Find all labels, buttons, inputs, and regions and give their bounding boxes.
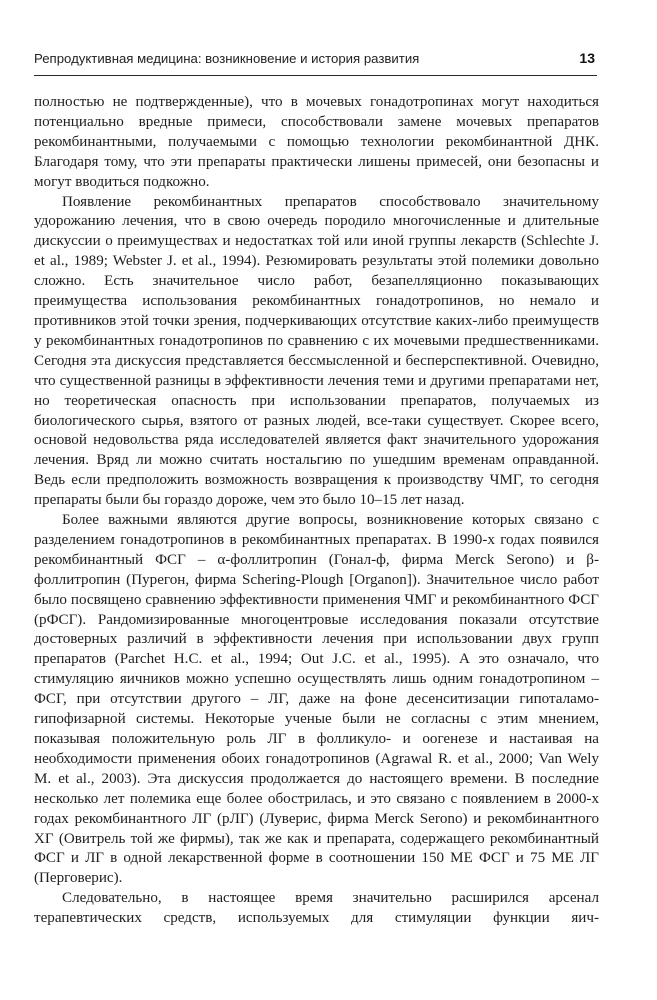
paragraph-3: Более важными являются другие вопросы, возникновение которых связано с разделением гонадотропинов в рекомбинантных препаратах. В 1990-х годах появился рекомбинантный ФСГ – α-фоллитропин (Гонал-ф, фирма Merck Serono) и β-фоллитропин (Пурегон, фирма Schering-Plough [Organon]). Значительное число работ было посвящено сравнению эффективности применения ЧМГ и рекомбинантного ФСГ (рФСГ). Рандомизированные многоцентровые исследования показали отсутствие достоверных различий в эффективности лечения при использовании двух групп препаратов (Parchet H.C. et al., 1994; Out J.C. et al., 1995). А это означало, что стимуляцию яичников можно успешно осуществлять лишь одним гонадотропином – ФСГ, при отсутствии другого – ЛГ, даже на фоне десенситизации гипоталамо-гипофизарной системы. Некоторые ученые были не согласны с этим мнением, показывая положительную роль ЛГ в фолликуло- и оогенезе и настаивая на необходимости применения обоих гонадотропинов (Agrawal R. et al., 2000; Van Wely M. et al., 2003). Эта дискуссия продолжается до настоящего времени. В последние несколько лет полемика еще более обострилась, и это связано с появлением в 2000-х годах рекомбинантного ЛГ (рЛГ) (Луверис, фирма Merck Serono) и рекомбинантного ХГ (Овитрель той же фирмы), так же как и препарата, содержащего рекомбинантный ФСГ и ЛГ в одной лекарственной форме в соотношении 150 МЕ ФСГ и 75 МЕ ЛГ (Перговерис). bbox=[34, 512, 599, 887]
page-number: 13 bbox=[579, 50, 595, 66]
paragraph-1: полностью не подтвержденные), что в мочевых гонадотропинах могут находиться потенциально вредные примеси, способствовали замене мочевых препаратов рекомбинантными, получаемыми с помощью технологии рекомбинантной ДНК. Благодаря тому, что эти препараты практически лишены примесей, они безопасны и могут вводиться подкожно. bbox=[34, 94, 599, 190]
paragraph-2: Появление рекомбинантных препаратов способствовало значительному удорожанию лечения, что в свою очередь породило многочисленные и длительные дискуссии о преимуществах и недостатках той или иной группы лекарств (Schlechte J. et al., 1989; Webster J. et al., 1994). Резюмировать результаты этой полемики довольно сложно. Есть значительное число работ, безапелляционно показывающих преимущества использования рекомбинантных гонадотропинов, но немало и противников этой точки зрения, подчеркивающих отсутствие каких-либо преимуществ у рекомбинантных гонадотропинов по сравнению с их мочевыми предшественниками. Сегодня эта дискуссия представляется бессмысленной и бесперспективной. Очевидно, что существенной разницы в эффективности лечения теми и другими препаратами нет, но теоретическая опасность при использовании препаратов, получаемых из биологического сырья, взятого от разных людей, все-таки существует. Скорее всего, основой недовольства ряда исследователей является факт значительного удорожания лечения. Вряд ли можно считать ностальгию по ушедшим временам оправданной. Ведь если предположить возможность возвращения к производству ЧМГ, то сегодня препараты были бы гораздо дороже, чем это было 10–15 лет назад. bbox=[34, 193, 599, 509]
main-text bbox=[34, 93, 599, 929]
running-title: Репродуктивная медицина: возникновение и история развития bbox=[34, 51, 420, 66]
paragraph-4: Следовательно, в настоящее время значительно расширился арсенал терапевтических средств, используемых для стимуляции функции яич- bbox=[34, 890, 599, 927]
running-header bbox=[34, 47, 597, 76]
